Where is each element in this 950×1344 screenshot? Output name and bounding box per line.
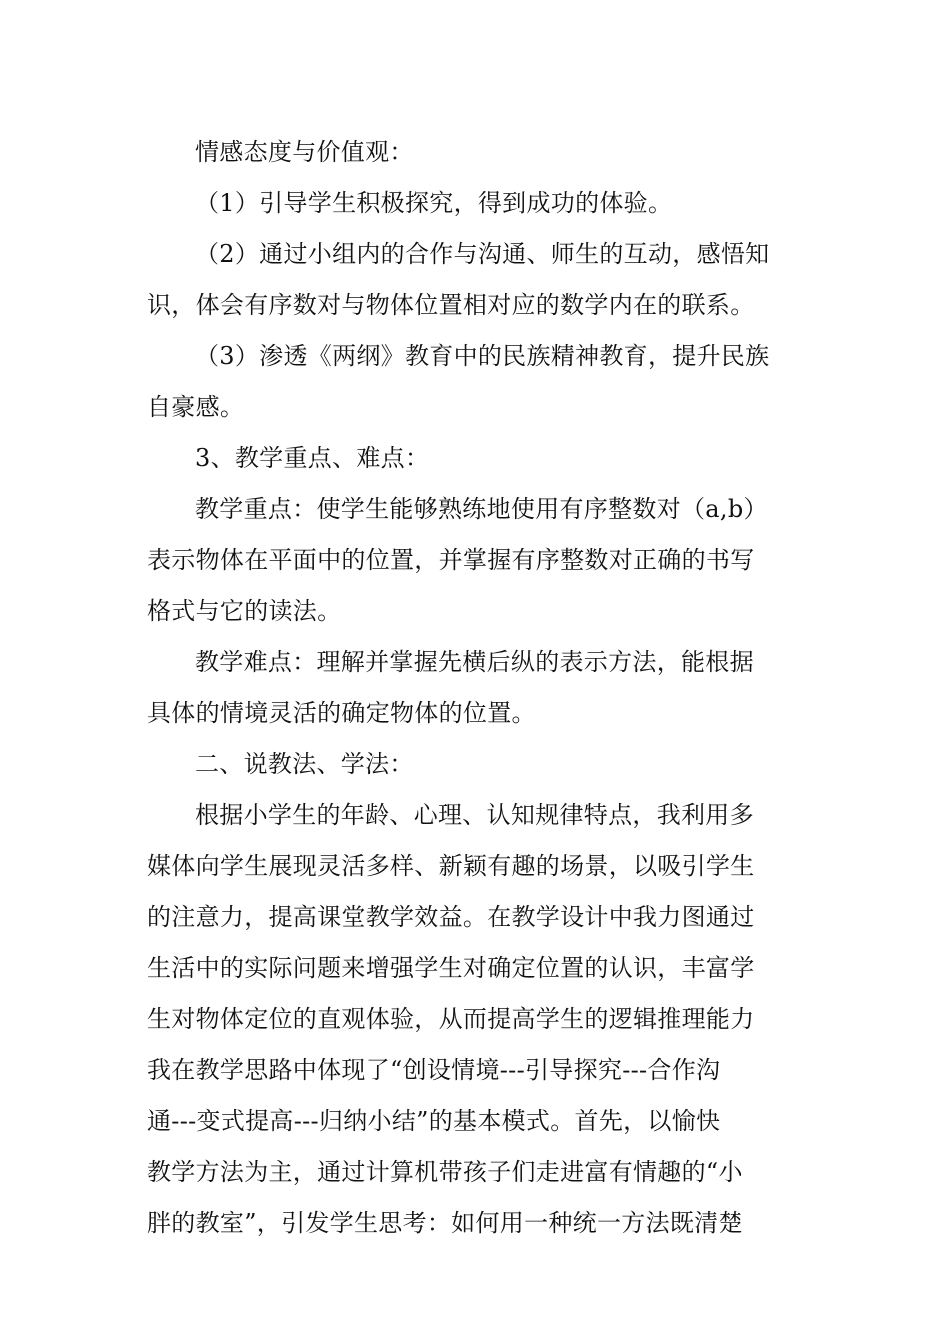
text-line: 通---变式提高---归纳小结”的基本模式。首先，以愉快 (147, 1107, 721, 1135)
paragraph-affective-goals-heading (147, 127, 807, 178)
text-line: 生活中的实际问题来增强学生对确定位置的认识，丰富学 (147, 954, 755, 982)
paragraph-key-point (147, 484, 807, 637)
text-line: 情感态度与价值观： (195, 138, 414, 166)
text-line: 的注意力，提高课堂教学效益。在教学设计中我力图通过 (147, 903, 755, 931)
paragraph-key-points-heading (147, 433, 807, 484)
text-line: （1）引导学生积极探究，得到成功的体验。 (195, 189, 673, 217)
text-line: 自豪感。 (147, 393, 245, 421)
text-line: 教学重点：使学生能够熟练地使用有序整数对（a,b） (195, 495, 768, 523)
text-line: 胖的教室”，引发学生思考：如何用一种统一方法既清楚 (147, 1209, 743, 1237)
text-line: 格式与它的读法。 (147, 597, 342, 625)
paragraph-goal-2 (147, 229, 807, 331)
paragraph-methods-heading (147, 739, 807, 790)
text-line: 媒体向学生展现灵活多样、新颖有趣的场景，以吸引学生 (147, 852, 755, 880)
text-line: 我在教学思路中体现了“创设情境---引导探究---合作沟 (147, 1056, 721, 1084)
text-line: 识，体会有序数对与物体位置相对应的数学内在的联系。 (147, 291, 755, 319)
text-line: 根据小学生的年龄、心理、认知规律特点，我利用多 (195, 801, 754, 829)
paragraph-goal-1 (147, 178, 807, 229)
text-line: 3、教学重点、难点： (195, 444, 430, 472)
text-line: 具体的情境灵活的确定物体的位置。 (147, 699, 536, 727)
text-line: 教学难点：理解并掌握先横后纵的表示方法，能根据 (195, 648, 754, 676)
paragraph-methods-body (147, 790, 807, 1249)
text-line: （3）渗透《两纲》教育中的民族精神教育，提升民族 (195, 342, 770, 370)
text-line: 教学方法为主，通过计算机带孩子们走进富有情趣的“小 (147, 1158, 743, 1186)
text-line: 表示物体在平面中的位置，并掌握有序整数对正确的书写 (147, 546, 755, 574)
text-line: 二、说教法、学法： (195, 750, 414, 778)
paragraph-difficulty (147, 637, 807, 739)
text-line: 生对物体定位的直观体验，从而提高学生的逻辑推理能力 (147, 1005, 755, 1033)
document-body (147, 127, 807, 1249)
paragraph-goal-3 (147, 331, 807, 433)
text-line: （2）通过小组内的合作与沟通、师生的互动，感悟知 (195, 240, 770, 268)
